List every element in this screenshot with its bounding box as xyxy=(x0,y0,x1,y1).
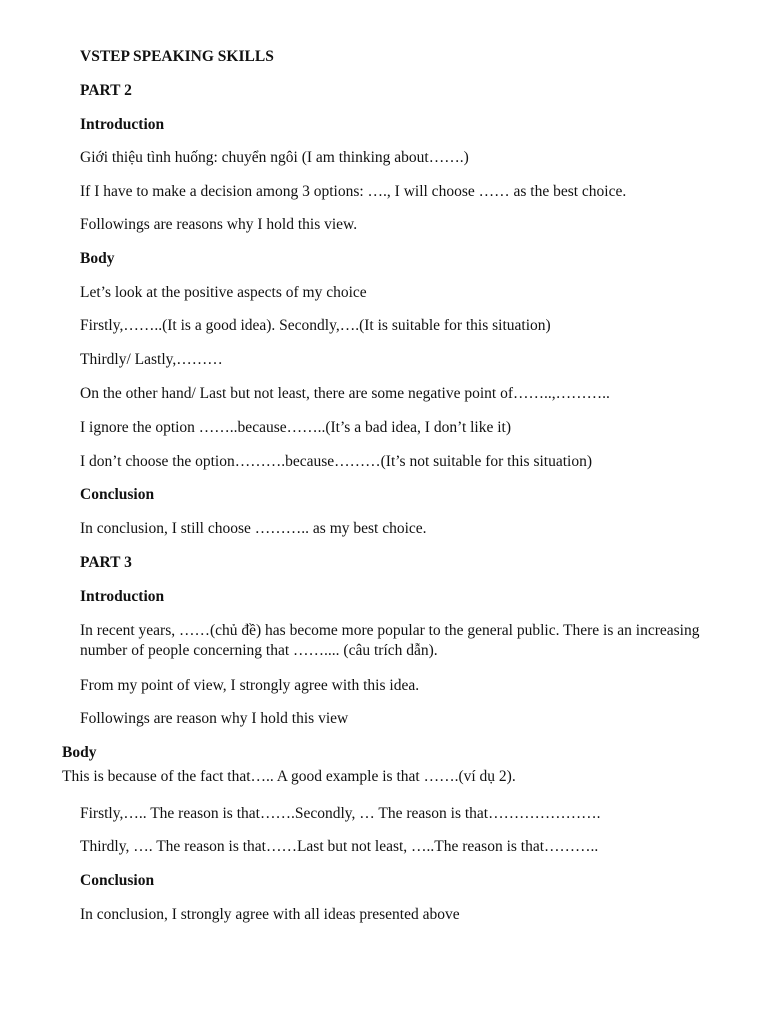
part2-conclusion-heading: Conclusion xyxy=(80,486,155,503)
part2-conclusion-line: In conclusion, I still choose ……….. as my best choice. xyxy=(80,520,427,537)
part3-body-line: Thirdly, …. The reason is that……Last but not least, …..The reason is that……….. xyxy=(80,838,599,855)
part3-intro-paragraph: In recent years, ……(chủ đề) has become more popular to the general public. There is an increasing number of people concerning that …….... (câu trích dẫn). xyxy=(80,622,700,659)
part2-body-heading: Body xyxy=(80,250,115,267)
part2-body-line: I ignore the option ……..because……..(It’s a bad idea, I don’t like it) xyxy=(80,419,512,436)
part2-body-line: Let’s look at the positive aspects of my choice xyxy=(80,284,367,301)
part2-body-line: I don’t choose the option……….because………(It’s not suitable for this situation) xyxy=(80,453,592,470)
part3-body-line: Firstly,….. The reason is that…….Secondly, … The reason is that…………………. xyxy=(80,805,601,822)
document-title: VSTEP SPEAKING SKILLS xyxy=(80,48,274,65)
part3-body-heading: Body xyxy=(62,744,97,761)
part2-intro-line: If I have to make a decision among 3 options: …., I will choose …… as the best choice. xyxy=(80,183,627,200)
part3-introduction-heading: Introduction xyxy=(80,588,165,605)
part2-body-line: On the other hand/ Last but not least, there are some negative point of……..,……….. xyxy=(80,385,610,402)
part3-body-line: This is because of the fact that….. A good example is that …….(ví dụ 2). xyxy=(62,768,516,785)
part3-conclusion-line: In conclusion, I strongly agree with all ideas presented above xyxy=(80,906,460,923)
part2-body-line: Thirdly/ Lastly,……… xyxy=(80,351,223,368)
part2-introduction-heading: Introduction xyxy=(80,116,165,133)
part3-intro-line: Followings are reason why I hold this view xyxy=(80,710,349,727)
part3-conclusion-heading: Conclusion xyxy=(80,872,155,889)
part2-intro-line: Giới thiệu tình huống: chuyển ngôi (I am thinking about…….) xyxy=(80,149,469,166)
part3-intro-line: From my point of view, I strongly agree with this idea. xyxy=(80,677,420,694)
part3-heading: PART 3 xyxy=(80,554,132,571)
part2-intro-line: Followings are reasons why I hold this view. xyxy=(80,216,358,233)
part2-body-line: Firstly,……..(It is a good idea). Secondly,….(It is suitable for this situation) xyxy=(80,317,551,334)
part2-heading: PART 2 xyxy=(80,82,132,99)
